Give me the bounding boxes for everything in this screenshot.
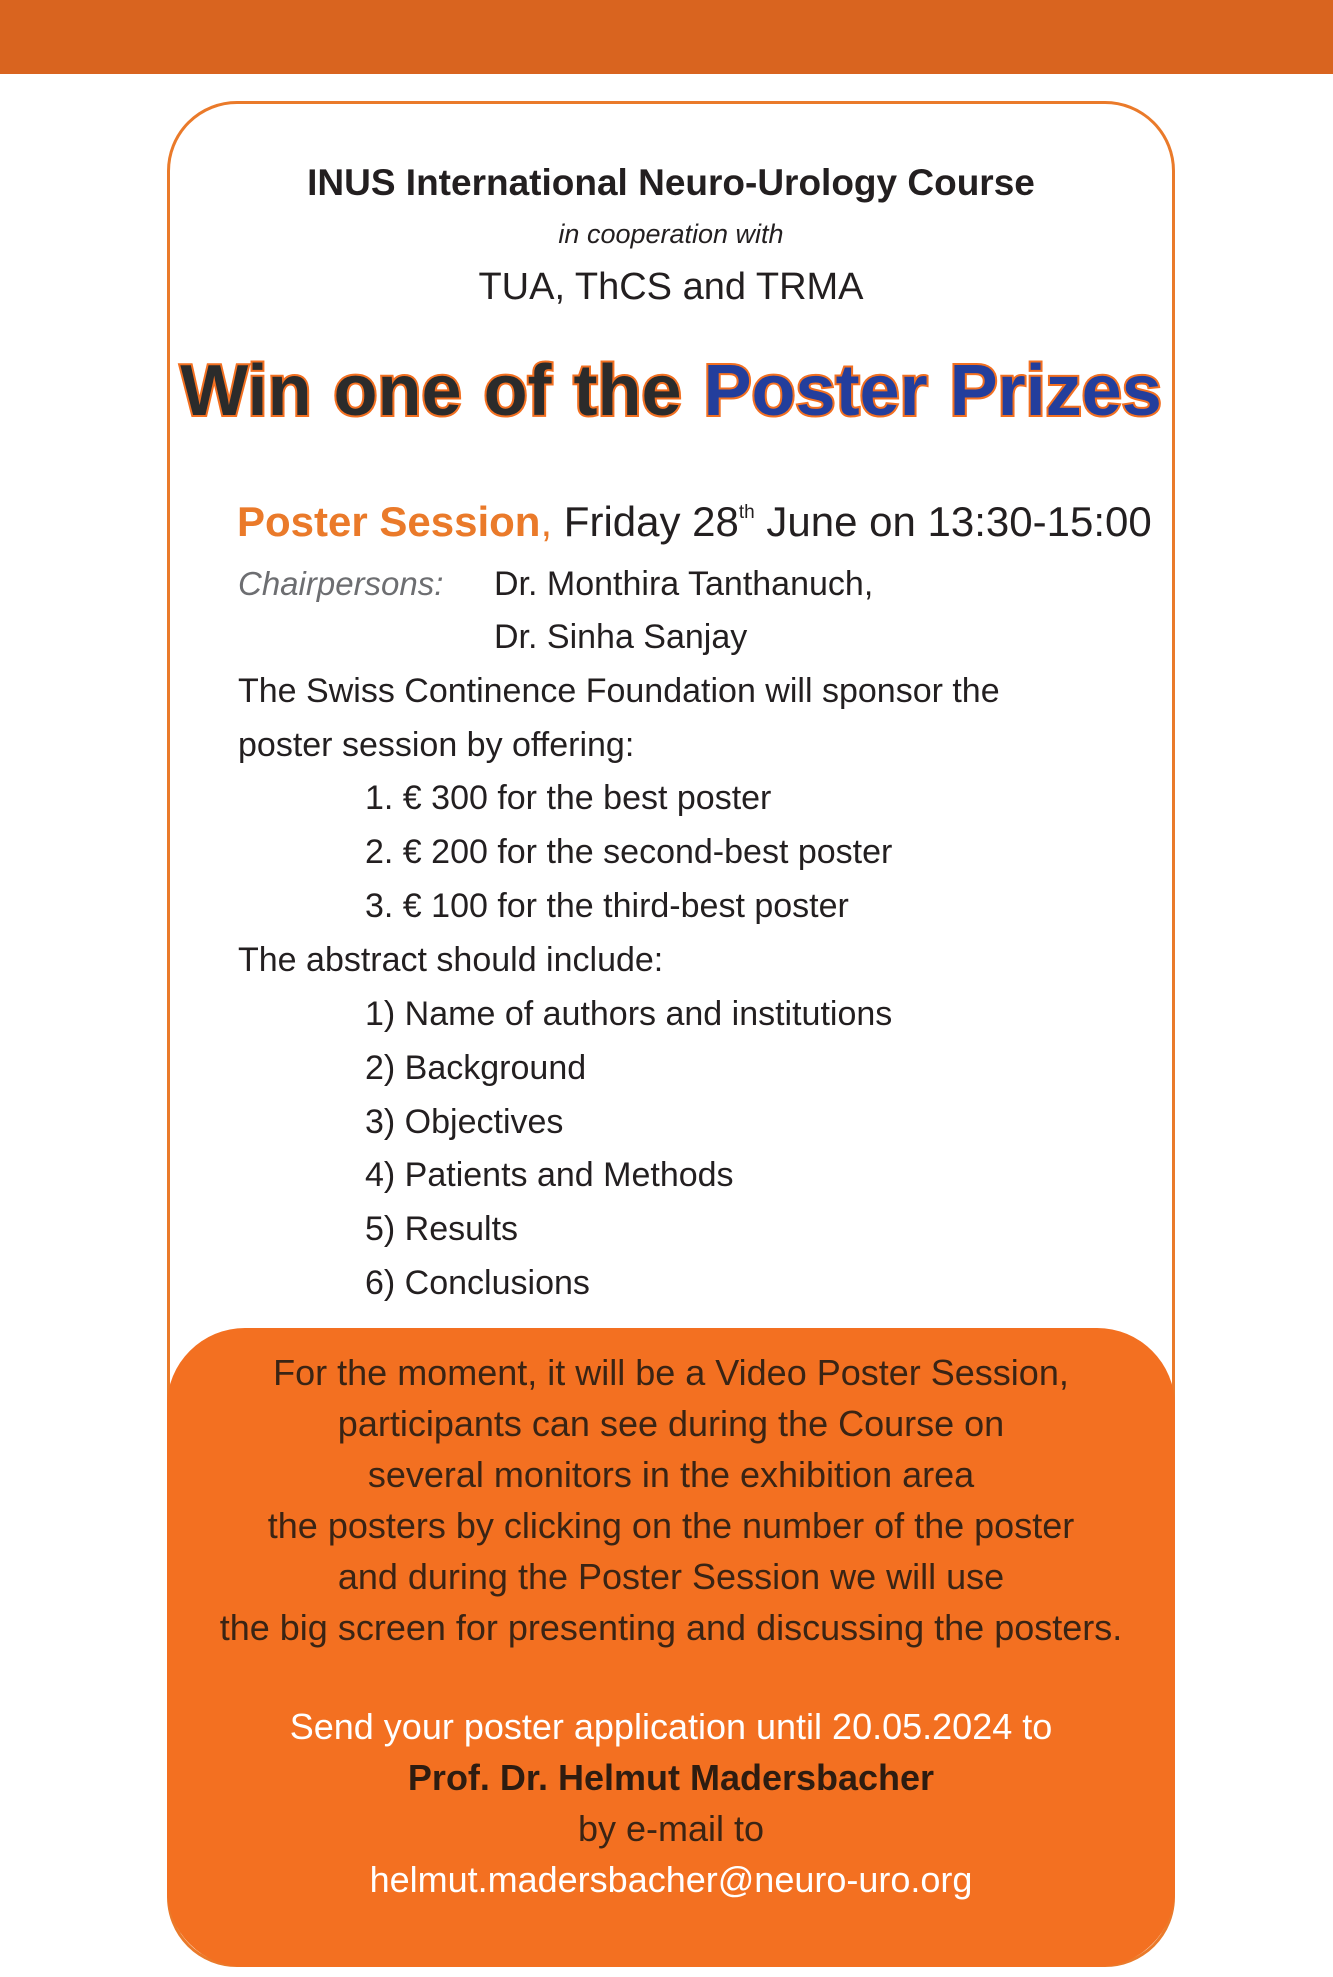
abstract-item: 5) Results <box>365 1210 519 1248</box>
prize-item: 2. € 200 for the second-best poster <box>365 833 893 871</box>
notice-line: For the moment, it will be a Video Poster Session, <box>273 1352 1069 1393</box>
abstract-intro: The abstract should include: <box>238 941 664 979</box>
notice-line: and during the Poster Session we will use <box>337 1556 1005 1597</box>
session-line <box>237 498 1152 546</box>
notice-line: participants can see during the Course on <box>337 1403 1005 1444</box>
notice-line: the big screen for presenting and discussing the posters. <box>219 1607 1123 1648</box>
sponsor-text: The Swiss Continence Foundation will sponsor the <box>238 672 1000 710</box>
session-comma: , <box>540 498 553 545</box>
session-time: June on 13:30-15:00 <box>754 498 1152 545</box>
partner-organizations: TUA, ThCS and TRMA <box>478 266 864 308</box>
chairperson-name: Dr. Monthira Tanthanuch, <box>494 565 874 603</box>
contact-name: Prof. Dr. Helmut Madersbacher <box>407 1757 935 1798</box>
notice-line: several monitors in the exhibition area <box>367 1454 975 1495</box>
organization-title: INUS International Neuro-Urology Course <box>307 162 1035 203</box>
notice-line: the posters by clicking on the number of the poster <box>267 1505 1075 1546</box>
top-banner-bar <box>0 0 1333 74</box>
abstract-item: 2) Background <box>365 1049 587 1087</box>
headline-word-highlight: Prizes <box>949 351 1162 431</box>
headline-word: the <box>573 351 682 431</box>
chairperson-name: Dr. Sinha Sanjay <box>494 618 748 656</box>
prize-item: 1. € 300 for the best poster <box>365 779 772 817</box>
abstract-item: 6) Conclusions <box>365 1264 590 1302</box>
headline-word: one <box>333 351 462 431</box>
session-date-suffix: th <box>738 502 755 523</box>
headline <box>167 350 1175 432</box>
abstract-item: 3) Objectives <box>365 1103 564 1141</box>
abstract-item: 1) Name of authors and institutions <box>365 995 893 1033</box>
email-intro: by e-mail to <box>577 1808 765 1849</box>
headline-word: Win <box>180 351 312 431</box>
cooperation-note: in cooperation with <box>558 219 784 249</box>
headline-word-highlight: Poster <box>703 351 928 431</box>
sponsor-text: poster session by offering: <box>238 726 635 764</box>
deadline-text: Send your poster application until 20.05.2024 to <box>289 1706 1053 1747</box>
session-date: Friday 28 <box>552 498 739 545</box>
chairpersons-label: Chairpersons: <box>238 565 444 602</box>
abstract-item: 4) Patients and Methods <box>365 1156 734 1194</box>
session-label: Poster Session <box>237 498 541 545</box>
contact-email-link[interactable]: helmut.madersbacher@neuro-uro.org <box>369 1859 973 1900</box>
headline-word: of <box>483 351 552 431</box>
prize-item: 3. € 100 for the third-best poster <box>365 887 849 925</box>
